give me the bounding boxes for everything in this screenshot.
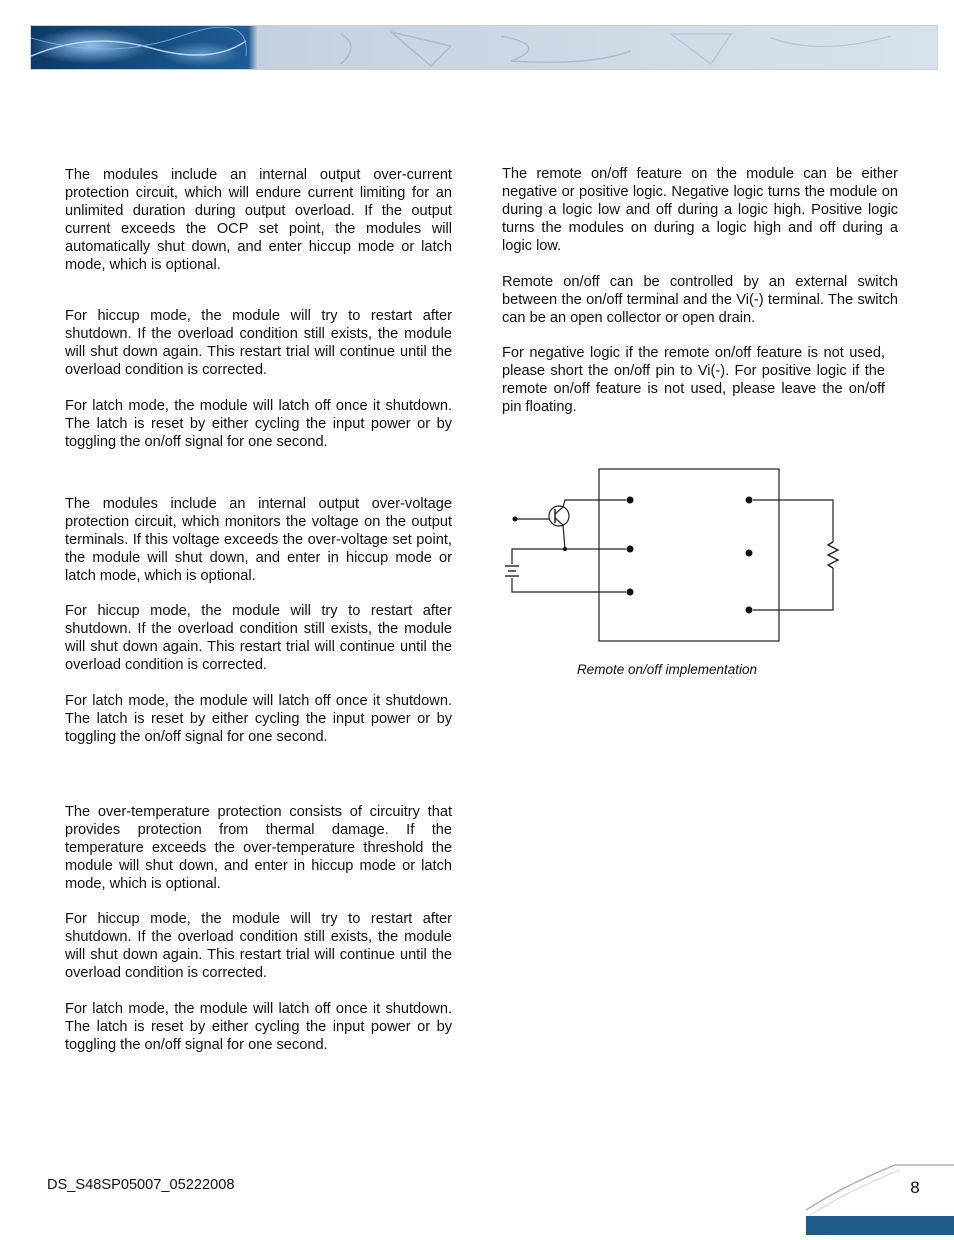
document-id: DS_S48SP05007_05222008 [47,1177,235,1193]
ocp-paragraph-2: For hiccup mode, the module will try to restart after shutdown. If the overload condition still exists, the module will shut down again. This restart trial will continue until the overload condition is corrected. [65,307,452,378]
pin-vi-minus [627,589,634,596]
pin-vo-plus [746,497,753,504]
footer-swoosh-graphic [800,1160,954,1235]
figure-caption: Remote on/off implementation [576,662,758,677]
module-box [599,469,779,641]
pin-on-off [627,546,634,553]
otp-paragraph-1: The over-temperature protection consists of circuitry that provides protection from thermal damage. If the temperature exceeds the over-temperature threshold the module will shut down, and enter in hiccup mode or latch mode, which is optional. [65,804,452,892]
remote-onoff-paragraph-3: For negative logic if the remote on/off feature is not used, please short the on/off pin to Vi(-). For positive logic if the remote on/off feature is not used, please leave the on/off pin floating. [502,345,885,415]
ocp-paragraph-1: The modules include an internal output over-current protection circuit, which will endure current limiting for an unlimited duration during output overload. If the output current exceeds the OCP set point, the modules will automatically shut down, and enter hiccup mode or latch mode, which is optional. [65,167,452,273]
ovp-paragraph-3: For latch mode, the module will latch off once it shutdown. The latch is reset by either cycling the input power or by toggling the on/off signal for one second. [65,693,452,745]
header-banner [30,25,938,70]
ocp-paragraph-3: For latch mode, the module will latch off once it shutdown. The latch is reset by either cycling the input power or by toggling the on/off signal for one second. [65,397,452,450]
otp-paragraph-2: For hiccup mode, the module will try to restart after shutdown. If the overload condition still exists, the module will shut down again. This restart trial will continue until the overload condition is corrected. [65,911,452,981]
load-resistor-icon [828,542,838,568]
remote-onoff-circuit-diagram [502,460,842,655]
transistor-switch-icon [549,506,569,526]
ovp-paragraph-1: The modules include an internal output over-voltage protection circuit, which monitors the voltage on the output terminals. If this voltage exceeds the over-voltage set point, the module will shut down, and enter in hiccup mode or latch mode, which is optional. [65,496,452,584]
remote-onoff-paragraph-1: The remote on/off feature on the module can be either negative or positive logic. Negative logic turns the module on during a logic low and off during a logic high. Positive logic turns the modules on during a logic high and off during a logic low. [502,166,898,254]
otp-paragraph-3: For latch mode, the module will latch off once it shutdown. The latch is reset by either cycling the input power or by toggling the on/off signal for one second. [65,1001,452,1053]
battery-icon [505,566,519,576]
footer-decoration [800,1160,954,1240]
pin-vo-minus [746,607,753,614]
page-number: 8 [910,1178,920,1197]
header-banner-graphic [31,26,937,69]
pin-vi-plus [627,497,634,504]
pin-trim [746,550,753,557]
ovp-paragraph-2: For hiccup mode, the module will try to restart after shutdown. If the overload condition still exists, the module will shut down again. This restart trial will continue until the overload condition is corrected. [65,603,452,673]
remote-onoff-paragraph-2: Remote on/off can be controlled by an external switch between the on/off terminal and the Vi(-) terminal. The switch can be an open collector or open drain. [502,274,898,326]
